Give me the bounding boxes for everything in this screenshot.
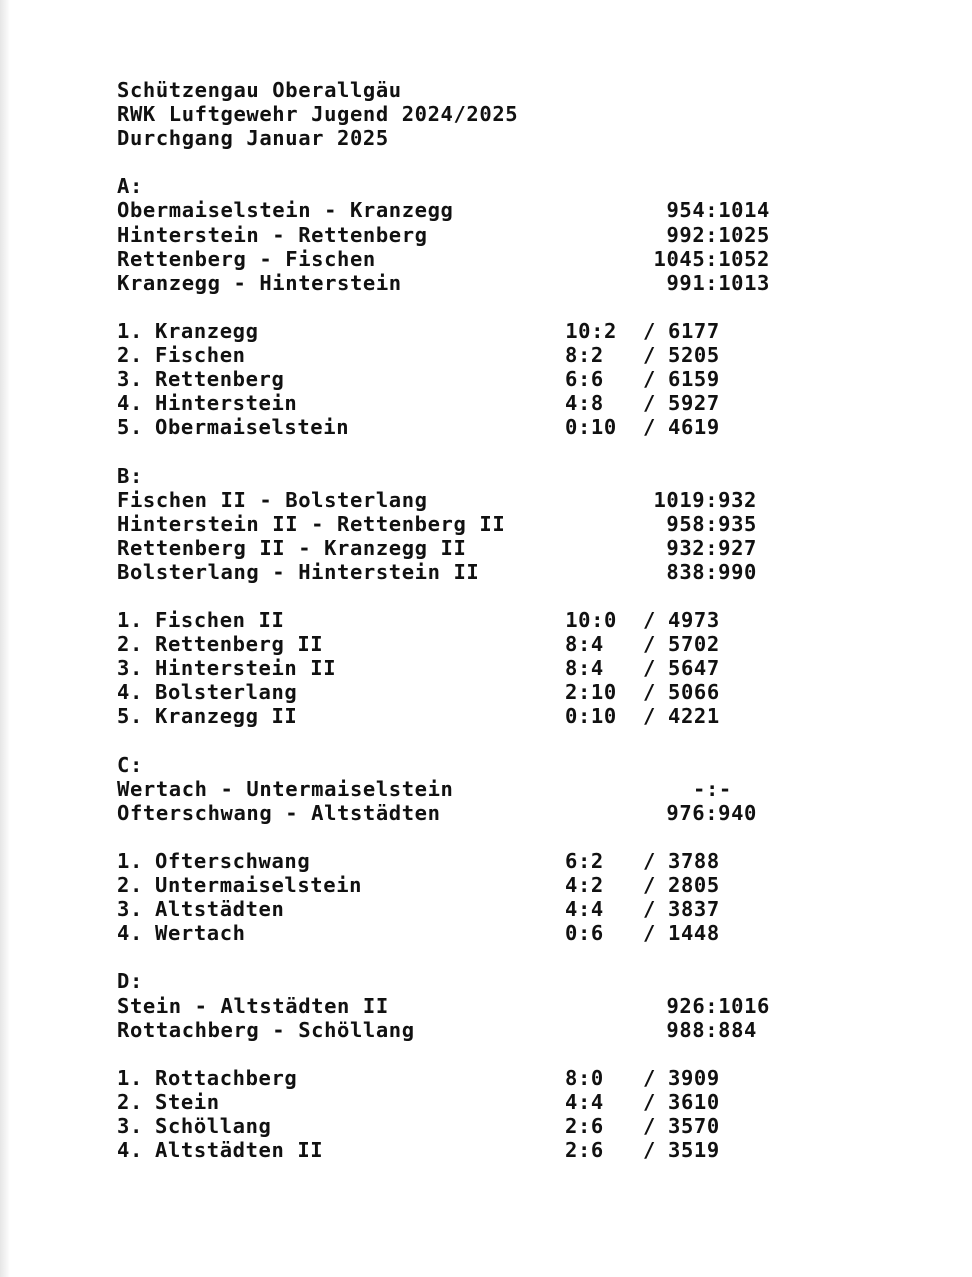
standing-rank: 1. (117, 849, 143, 873)
match-teams: Hinterstein II - Rettenberg II (117, 511, 506, 536)
standing-team: Hinterstein II (155, 656, 337, 681)
standing-separator: / (643, 632, 656, 657)
standing-separator: / (643, 608, 656, 633)
standing-points: 2:6 (565, 1138, 604, 1163)
match-score: 1019:932 (653, 487, 757, 512)
spacer (117, 150, 917, 174)
standing-points: 4:4 (565, 1089, 604, 1114)
standing-points: 10:0 (565, 608, 617, 633)
results-sheet (117, 78, 917, 1162)
standing-rings: 5927 (668, 391, 720, 416)
standing-row (117, 391, 917, 415)
page-edge-shadow (0, 0, 10, 1277)
standing-rank: 5. (117, 704, 143, 729)
match-score: 991:1013 (666, 270, 770, 295)
standing-team: Altstädten II (155, 1138, 324, 1163)
standing-team: Schöllang (155, 1114, 272, 1139)
standing-rank: 3. (117, 656, 143, 681)
match-row (117, 488, 917, 512)
standing-row (117, 1066, 917, 1090)
standing-rings: 3909 (668, 1065, 720, 1090)
standing-rings: 3610 (668, 1089, 720, 1114)
match-score: 838:990 (666, 559, 757, 584)
standing-rank: 3. (117, 897, 143, 922)
standing-rank: 1. (117, 318, 143, 343)
standing-separator: / (643, 897, 656, 922)
match-row (117, 271, 917, 295)
standing-points: 8:2 (565, 343, 604, 368)
standing-rings: 3570 (668, 1114, 720, 1139)
group-c-label: C: (117, 752, 143, 777)
standing-row (117, 849, 917, 873)
standing-separator: / (643, 1114, 656, 1139)
spacer (117, 729, 917, 753)
standing-row (117, 632, 917, 656)
standing-rings: 2805 (668, 873, 720, 898)
standing-separator: / (643, 704, 656, 729)
spacer (117, 584, 917, 608)
standing-rings: 5205 (668, 343, 720, 368)
standing-separator: / (643, 873, 656, 898)
standing-separator: / (643, 367, 656, 392)
standing-rank: 4. (117, 391, 143, 416)
standing-team: Rettenberg (155, 367, 285, 392)
match-teams: Fischen II - Bolsterlang (117, 487, 428, 512)
spacer (117, 945, 917, 969)
match-teams: Stein - Altstädten II (117, 993, 389, 1018)
standing-separator: / (643, 415, 656, 440)
match-score: 958:935 (666, 511, 757, 536)
standing-rank: 2. (117, 343, 143, 368)
standing-row (117, 656, 917, 680)
standing-points: 8:0 (565, 1065, 604, 1090)
match-row (117, 223, 917, 247)
standing-rings: 5066 (668, 680, 720, 705)
match-teams: Hinterstein - Rettenberg (117, 222, 428, 247)
standing-separator: / (643, 1089, 656, 1114)
standing-rings: 4221 (668, 704, 720, 729)
match-row (117, 777, 917, 801)
standing-points: 4:2 (565, 873, 604, 898)
standing-rings: 5702 (668, 632, 720, 657)
standing-team: Hinterstein (155, 391, 298, 416)
header-round: Durchgang Januar 2025 (117, 126, 389, 151)
standing-rank: 3. (117, 367, 143, 392)
standing-rings: 4619 (668, 415, 720, 440)
standing-rings: 6159 (668, 367, 720, 392)
standing-team: Fischen (155, 343, 246, 368)
standing-row (117, 319, 917, 343)
match-teams: Ofterschwang - Altstädten (117, 800, 441, 825)
match-score: 954:1014 (666, 198, 770, 223)
standing-separator: / (643, 656, 656, 681)
spacer (117, 825, 917, 849)
match-row (117, 536, 917, 560)
match-teams: Bolsterlang - Hinterstein II (117, 559, 480, 584)
standing-team: Kranzegg II (155, 704, 298, 729)
standing-row (117, 367, 917, 391)
match-score: 988:884 (666, 1017, 757, 1042)
match-row (117, 801, 917, 825)
standing-rings: 3837 (668, 897, 720, 922)
match-teams: Rettenberg II - Kranzegg II (117, 535, 467, 560)
standing-team: Obermaiselstein (155, 415, 350, 440)
match-teams: Obermaiselstein - Kranzegg (117, 198, 454, 223)
match-row (117, 560, 917, 584)
spacer (117, 439, 917, 463)
standing-team: Untermaiselstein (155, 873, 363, 898)
standing-rank: 4. (117, 680, 143, 705)
match-score: 932:927 (666, 535, 757, 560)
standing-rank: 4. (117, 921, 143, 946)
match-score: 1045:1052 (653, 246, 770, 271)
standing-rings: 5647 (668, 656, 720, 681)
standing-rings: 1448 (668, 921, 720, 946)
match-teams: Kranzegg - Hinterstein (117, 270, 402, 295)
standing-points: 6:6 (565, 367, 604, 392)
match-teams: Rettenberg - Fischen (117, 246, 376, 271)
standing-row (117, 873, 917, 897)
standing-separator: / (643, 680, 656, 705)
standing-row (117, 921, 917, 945)
standing-row (117, 680, 917, 704)
group-b-label: B: (117, 463, 143, 488)
standing-rank: 1. (117, 608, 143, 633)
standing-team: Altstädten (155, 897, 285, 922)
spacer (117, 295, 917, 319)
standing-points: 10:2 (565, 318, 617, 343)
standing-separator: / (643, 921, 656, 946)
standing-team: Kranzegg (155, 318, 259, 343)
standing-team: Bolsterlang (155, 680, 298, 705)
match-row (117, 1018, 917, 1042)
match-score: 976:940 (666, 800, 757, 825)
spacer (117, 1042, 917, 1066)
standing-points: 8:4 (565, 656, 604, 681)
standing-rank: 2. (117, 873, 143, 898)
match-row (117, 994, 917, 1018)
standing-points: 6:2 (565, 849, 604, 873)
match-row (117, 512, 917, 536)
group-a-label: A: (117, 174, 143, 199)
header-competition: RWK Luftgewehr Jugend 2024/2025 (117, 102, 519, 127)
match-score: 926:1016 (666, 993, 770, 1018)
standing-row (117, 343, 917, 367)
standing-row (117, 608, 917, 632)
standing-row (117, 1090, 917, 1114)
standing-team: Stein (155, 1089, 220, 1114)
header-organization: Schützengau Oberallgäu (117, 78, 402, 102)
standing-rank: 2. (117, 632, 143, 657)
standing-row (117, 415, 917, 439)
standing-rings: 6177 (668, 318, 720, 343)
standing-row (117, 704, 917, 728)
standing-rank: 5. (117, 415, 143, 440)
match-row (117, 198, 917, 222)
standing-team: Rettenberg II (155, 632, 324, 657)
standing-rings: 3519 (668, 1138, 720, 1163)
group-d-label: D: (117, 969, 143, 994)
standing-points: 0:10 (565, 704, 617, 729)
match-teams: Wertach - Untermaiselstein (117, 776, 454, 801)
standing-points: 0:10 (565, 415, 617, 440)
standing-separator: / (643, 1138, 656, 1163)
standing-row (117, 1114, 917, 1138)
standing-team: Fischen II (155, 608, 285, 633)
standing-team: Ofterschwang (155, 849, 311, 873)
standing-points: 2:10 (565, 680, 617, 705)
standing-separator: / (643, 391, 656, 416)
standing-rank: 2. (117, 1089, 143, 1114)
standing-separator: / (643, 318, 656, 343)
match-row (117, 247, 917, 271)
standing-points: 8:4 (565, 632, 604, 657)
match-teams: Rottachberg - Schöllang (117, 1017, 415, 1042)
standing-rings: 3788 (668, 849, 720, 873)
standing-separator: / (643, 849, 656, 873)
standing-team: Wertach (155, 921, 246, 946)
standing-separator: / (643, 1065, 656, 1090)
standing-row (117, 1138, 917, 1162)
standing-team: Rottachberg (155, 1065, 298, 1090)
standing-points: 4:8 (565, 391, 604, 416)
standing-rank: 1. (117, 1065, 143, 1090)
standing-row (117, 897, 917, 921)
standing-points: 0:6 (565, 921, 604, 946)
standing-points: 4:4 (565, 897, 604, 922)
standing-points: 2:6 (565, 1114, 604, 1139)
standing-rank: 4. (117, 1138, 143, 1163)
standing-separator: / (643, 343, 656, 368)
standing-rank: 3. (117, 1114, 143, 1139)
match-score: -:- (693, 776, 732, 801)
match-score: 992:1025 (666, 222, 770, 247)
standing-rings: 4973 (668, 608, 720, 633)
